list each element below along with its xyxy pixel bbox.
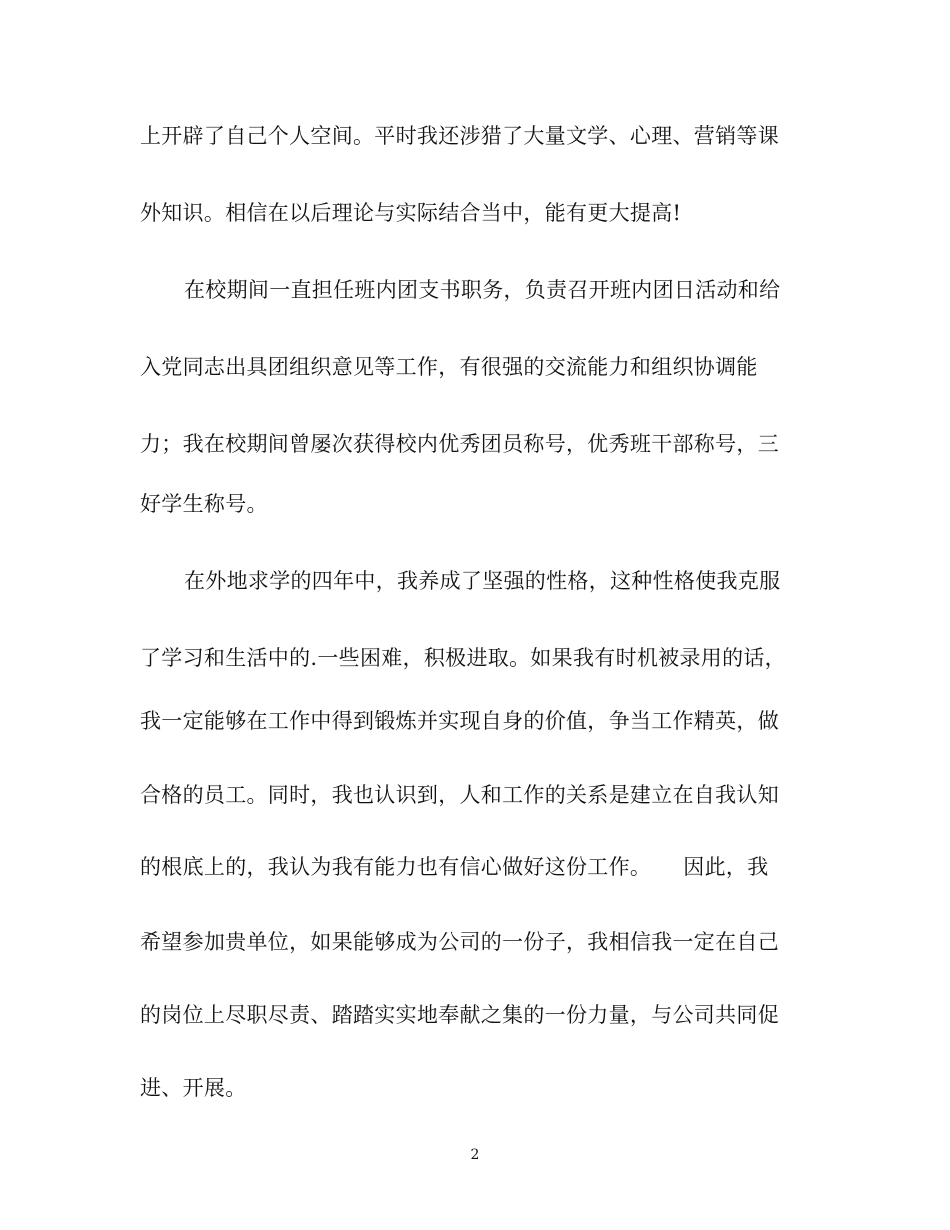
body-text-line-5: 力；我在校期间曾屡次获得校内优秀团员称号，优秀班干部称号，三 (140, 432, 779, 456)
page-number: 2 (470, 1147, 480, 1163)
body-text-line-11: 的根底上的，我认为我有能力也有信心做好这份工作。 因此，我 (140, 855, 769, 879)
body-text-line-3: 在校期间一直担任班内团支书职务，负责召开班内团日活动和给 (184, 278, 781, 302)
body-text-line-4: 入党同志出具团组织意见等工作，有很强的交流能力和组织协调能 (140, 355, 758, 379)
body-text-line-12: 希望参加贵单位，如果能够成为公司的一份子，我相信我一定在自己 (140, 930, 779, 954)
body-text-line-8: 了学习和生活中的.一些困难，积极进取。如果我有时机被录用的话， (140, 646, 786, 670)
body-text-line-1: 上开辟了自己个人空间。平时我还涉猎了大量文学、心理、营销等课 (140, 124, 779, 148)
body-text-line-14: 进、开展。 (140, 1076, 247, 1100)
body-text-line-13: 的岗位上尽职尽责、踏踏实实地奉献之集的一份力量，与公司共同促 (140, 1003, 779, 1027)
body-text-line-7: 在外地求学的四年中，我养成了坚强的性格，这种性格使我克服 (184, 569, 781, 593)
body-text-line-2: 外知识。相信在以后理论与实际结合当中，能有更大提高! (140, 201, 682, 225)
body-text-line-6: 好学生称号。 (140, 492, 268, 516)
body-text-line-9: 我一定能够在工作中得到锻炼并实现自身的价值，争当工作精英，做 (140, 709, 779, 733)
body-text-line-10: 合格的员工。同时，我也认识到，人和工作的关系是建立在自我认知 (140, 783, 779, 807)
